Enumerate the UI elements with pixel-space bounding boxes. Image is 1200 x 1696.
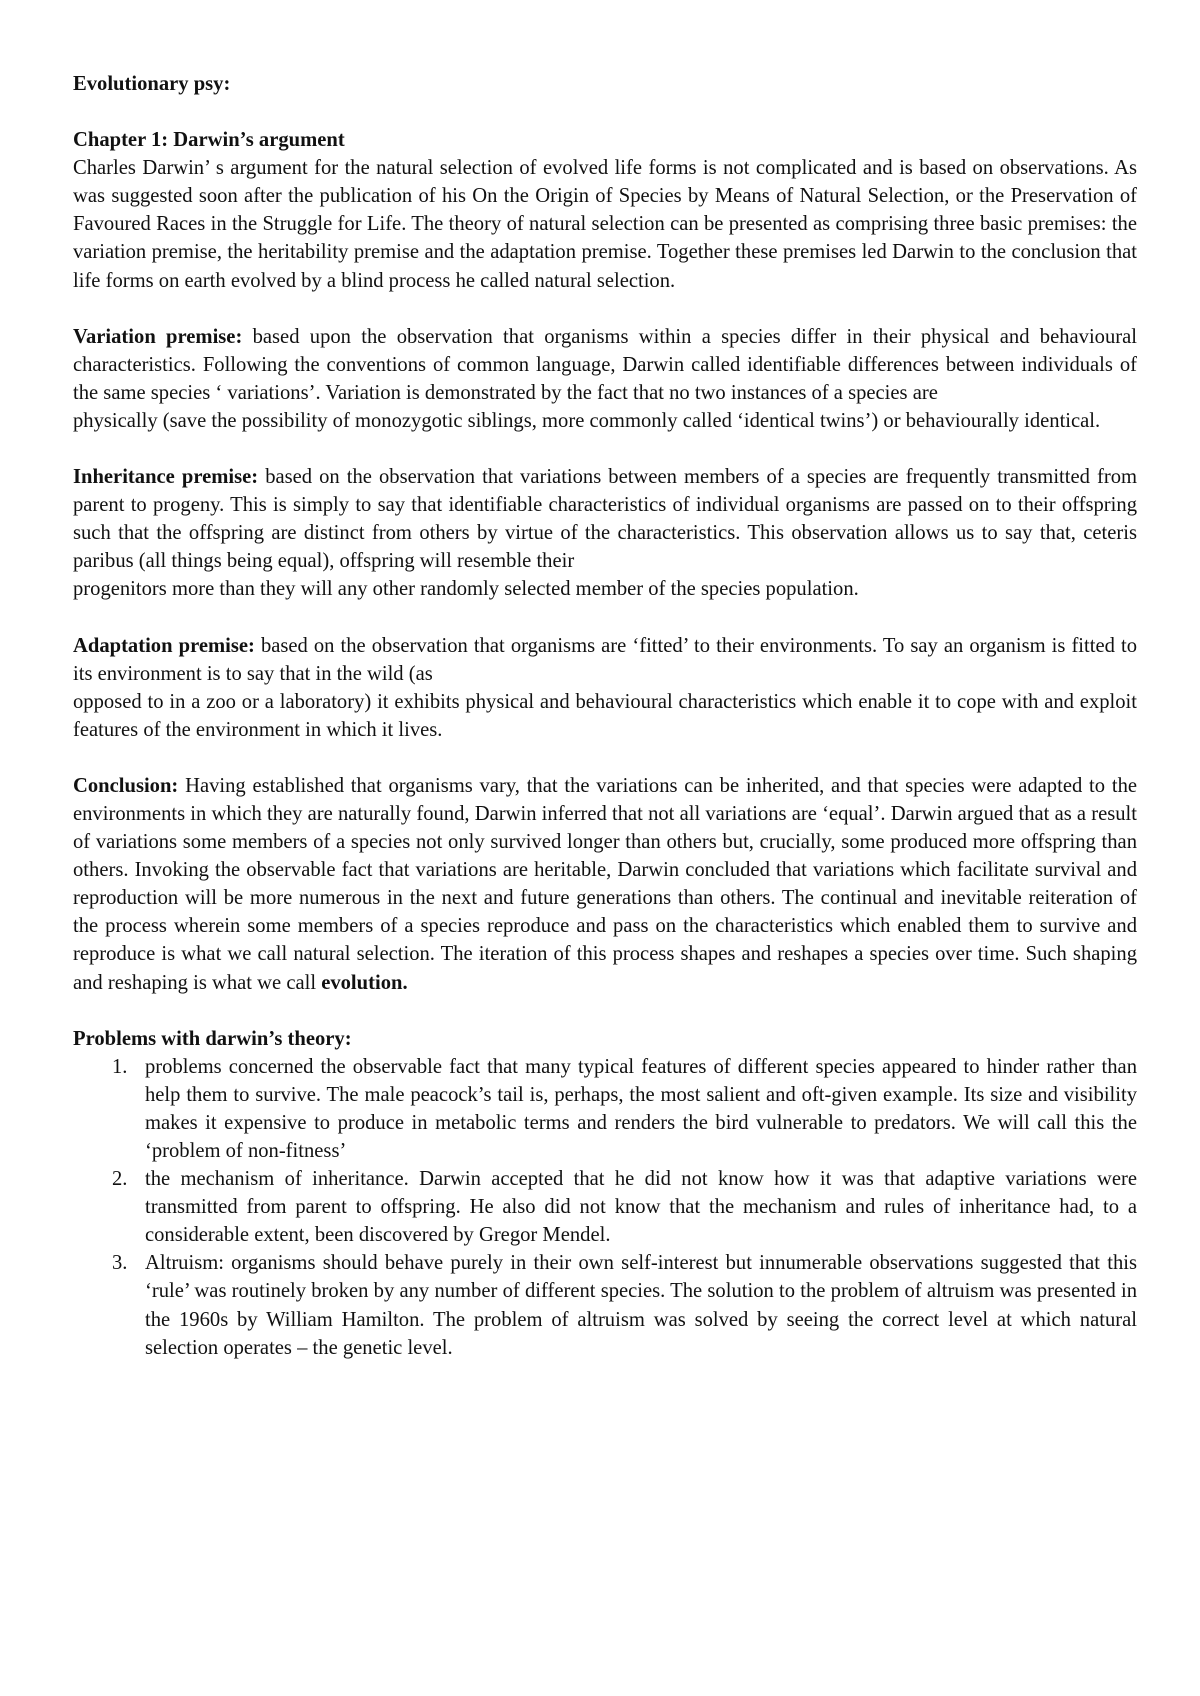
chapter-body: Charles Darwin’ s argument for the natural selection of evolved life forms is not complicated and is based on observations. As was suggested soon after the publication of his On the Origin of Species by Means of Natural Selection, or the Preservation of Favoured Races in the Struggle for Life. The theory of natural selection can be presented as comprising three basic premises: the variation premise, the heritability premise and the adaptation premise. Together these premises led Darwin to the conclusion that life forms on earth evolved by a blind process he called natural selection. <box>73 157 1137 292</box>
adaptation-section <box>73 632 1137 744</box>
document-page <box>73 70 1137 1390</box>
list-item-text: problems concerned the observable fact that many typical features of different species appeared to hinder rather than help them to survive. The male peacock’s tail is, perhaps, the most salient and oft-given example. Its size and visibility makes it expensive to produce in metabolic terms and renders the bird vulnerable to predators. We will call this the ‘problem of non-fitness’ <box>145 1055 1137 1162</box>
list-item-text: the mechanism of inheritance. Darwin accepted that he did not know how it was that adaptive variations were transmitted from parent to offspring. He also did not know that the mechanism and rules of inheritance had, to a considerable extent, been discovered by Gregor Mendel. <box>145 1168 1137 1247</box>
problems-section <box>73 1025 1137 1362</box>
list-item <box>73 1165 1137 1249</box>
variation-body-1: based upon the observation that organisms within a species differ in their physical and behavioural characteristics. Following the conventions of common language, Darwin called identifiable differences between individuals of the same species ‘ variations’. Variation is demonstrated by the fact that no two instances of a species are <box>73 325 1137 404</box>
list-item-number: 2. <box>112 1168 128 1191</box>
variation-section <box>73 323 1137 435</box>
adaptation-body-1: based on the observation that organisms are ‘fitted’ to their environments. To say an organism is fitted to its environment is to say that in the wild (as <box>73 634 1137 685</box>
list-item-number: 1. <box>112 1055 128 1078</box>
list-item-text: Altruism: organisms should behave purely in their own self-interest but innumerable observations suggested that this ‘rule’ was routinely broken by any number of different species. The solution to the problem of altruism was presented in the 1960s by William Hamilton. The problem of altruism was solved by seeing the correct level at which natural selection operates – the genetic level. <box>145 1252 1137 1359</box>
inheritance-section <box>73 463 1137 603</box>
adaptation-label: Adaptation premise: <box>73 634 255 657</box>
list-item <box>73 1053 1137 1165</box>
problems-list <box>73 1053 1137 1362</box>
document-title: Evolutionary psy: <box>73 73 231 95</box>
variation-body-2: physically (save the possibility of monozygotic siblings, more commonly called ‘identical twins’) or behaviourally identical. <box>73 409 1101 432</box>
conclusion-emphasis: evolution. <box>321 971 408 994</box>
conclusion-body: Having established that organisms vary, that the variations can be inherited, and that species were adapted to the environments in which they are naturally found, Darwin inferred that not all variations are ‘equal’. Darwin argued that as a result of variations some members of a species not only survived longer than others but, crucially, some produced more offspring than others. Invoking the observable fact that variations are heritable, Darwin concluded that variations which facilitate survival and reproduction will be more numerous in the next and future generations than others. The continual and inevitable reiteration of the process wherein some members of a species reproduce and pass on the characteristics which enabled them to survive and reproduce is what we call natural selection. The iteration of this process shapes and reshapes a species over time. Such shaping and reshaping is what we call <box>73 774 1138 994</box>
inheritance-body-2: progenitors more than they will any other randomly selected member of the species population. <box>73 578 859 601</box>
conclusion-section <box>73 772 1137 997</box>
inheritance-body-1: based on the observation that variations between members of a species are frequently transmitted from parent to progeny. This is simply to say that identifiable characteristics of individual organisms are passed on to their offspring such that the offspring are distinct from others by virtue of the characteristics. This observation allows us to say that, ceteris paribus (all things being equal), offspring will resemble their <box>73 466 1138 573</box>
list-item <box>73 1249 1137 1361</box>
list-item-number: 3. <box>112 1252 128 1275</box>
variation-paragraph <box>73 323 1137 407</box>
chapter-section <box>73 126 1137 295</box>
problems-heading: Problems with darwin’s theory: <box>73 1027 352 1050</box>
chapter-heading: Chapter 1: Darwin’s argument <box>73 129 345 152</box>
conclusion-label: Conclusion: <box>73 774 179 797</box>
variation-label: Variation premise: <box>73 325 243 348</box>
inheritance-paragraph <box>73 463 1137 575</box>
conclusion-paragraph <box>73 772 1137 997</box>
adaptation-body-2: opposed to in a zoo or a laboratory) it exhibits physical and behavioural characteristics which enable it to cope with and exploit features of the environment in which it lives. <box>73 690 1137 741</box>
inheritance-label: Inheritance premise: <box>73 466 259 489</box>
adaptation-paragraph <box>73 632 1137 688</box>
